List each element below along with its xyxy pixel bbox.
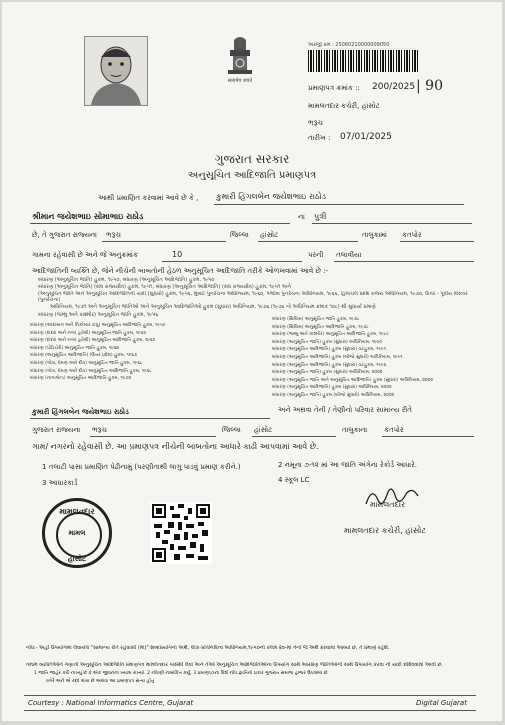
order-right-item: બંધારણ (અનુસૂચિત આદિજાતિ) હુકમ (સુધારા) અધિનિયમ, ૨૦૦૨ (272, 385, 392, 391)
district-2: ભરૂચ (92, 426, 107, 434)
order-right-item: બંધારણ (અનુસૂચિત જાતિ અને અનુસૂચિત આદિજાતિ) હુકમ (સુધારા) અધિનિયમ, ૨૦૦૨ (272, 377, 433, 383)
person-name-2: કુમારી હિંગલબેન જયેશભાઇ રાઠોડ (32, 408, 129, 416)
date-label: તારીખ : (308, 134, 331, 142)
footer-divider-bottom (24, 710, 476, 711)
order-right-item: બંધારણ (અનુસૂચિત આદિજાતિ) હુકમ (સુધારા) વટહુકમ, ૧૯૯૬ (272, 362, 387, 368)
seal-top-text: મામલતદાર (59, 507, 95, 516)
signing-office: મામલતદાર કચેરી, હાંસોટ (344, 526, 427, 535)
village-1: કતપોર (402, 231, 422, 239)
order-left-item: બંધારણ (નાગાલેન્ડ) અનુસૂચિત આદિજાતિ હુકમ, ૧૯૭૦ (30, 376, 132, 382)
order-right-item: બંધારણ (અનુસૂચિત જાતિ) હુકમ (સુધારા) અધિનિયમ, ૨૦૦૨ (272, 370, 383, 376)
order-left-item: બંધારણ (પોંડિચેરી) અનુસૂચિત જાતિ હુકમ, ૧૯૬૪ (30, 345, 120, 351)
list-number-underline (162, 261, 302, 262)
signature-handwritten: મામલતદાર (370, 500, 406, 509)
order-left-item: બંધારણ (આંદામાન અને નિકોબાર ટાપુ) અનુસૂચિત આદિજાતિ હુકમ, ૧૯૫૯ (30, 323, 166, 328)
qr-code-icon (150, 502, 212, 564)
seal-mid-text: મામલ (68, 529, 86, 537)
office-seal-stamp (42, 498, 112, 568)
order-right-item: બંધારણ (જમ્મુ અને કાશ્મીર) અનુસૂચિત આદિજાતિ હુકમ, ૧૯૮૯ (272, 332, 390, 338)
orders-list-left (30, 322, 246, 383)
doc-item-1: 1 તલાટી પાસા પ્રમાણિત પેઢીનામું (પરણીતાથી લાગુ પાડવું પ્રમાણ કરીને.) (42, 463, 241, 471)
relation-underline (312, 223, 472, 224)
district-1-underline (102, 241, 226, 242)
state-2: ગુજરાત રાજ્યના (32, 426, 81, 434)
order-right-item: બંધારણ (અનુસૂચિત જાતિ) હુકમ (સુધારા) અધિનિયમ, ૧૯૯૦ (272, 339, 382, 345)
courtesy-text: Courtesy : National Informatics Centre, Gujarat (28, 699, 194, 707)
taluka-2: હાંસોટ (254, 426, 273, 434)
tribe-name: તલાવીયા (336, 251, 362, 259)
order-note-3: (અનુસૂચિત જાતિ અને અનુસૂચિત આદિજાતિની યાદી (સુધારો) હુકમ, ૧૯૫૬, મુંબઈ પુનર્રચના અધિનિયમ, ૧૯૬૦, પંજાબ પુનર્રચના અધિનિયમ, ૧૯૬૬, હિમાચલ પ્રદેશ રાજ્ય અધિનિયમ, ૧૯૭૦, ઉત્તર - પૂર્વીય વિસ્તાર (પુનર્રચના) (38, 291, 468, 303)
order-left-item: બંધારણ (ગોવા, દમણ અને દીવ) અનુસૂચિત જાતિ હુકમ, ૧૯૬૮ (30, 360, 143, 366)
footer-divider (24, 695, 476, 696)
orders-list-right (272, 316, 482, 400)
father-name: શ્રીમાન જયેશભાઇ સોમાભાઇ રાઠોડ (32, 212, 144, 221)
certificate-sheet (2, 2, 502, 721)
order-right-item: બંધારણ (સિક્કિમ) અનુસૂચિત આદિજાતિ હુકમ, ૧૯૭૮ (272, 324, 369, 330)
taluka-1-underline (258, 241, 358, 242)
cert-no-handwritten: | 90 (416, 78, 443, 94)
barcode-icon (308, 50, 418, 72)
order-right-item: બંધારણ (અનુસૂચિત આદિજાતિ) હુકમ (સુધારા) વટહુકમ, ૧૯૯૧ (272, 347, 387, 353)
recognition-line: આદિજાતિની વ્યક્તિ છે, જેને નીચેની બાબતોની હેઠળ અનુસૂચિત આદિજાતિ તરીકે ઓળખવામાં આવે છે :- (32, 267, 329, 275)
taluka-label: તાલુકામાં (362, 231, 387, 239)
basis-line: ગામ/ નગરનો રહેવાસી છે. આ પ્રમાણપત્ર નીચેની બાબતોના આધારે કાઢી આપવામાં આવે છે. (32, 442, 319, 451)
district-2-underline (90, 436, 216, 437)
issuing-district: ભરૂચ (308, 119, 323, 127)
footer-note-4: વગેરે અને એ રદ્દ થાય છે અથવા આ પ્રમાણપત્ર સત્ય હોતું (46, 679, 155, 684)
order-note-1: બંધારણ (અનુસૂચિત જાતિ) હુકમ, ૧૯૫૦, બંધારણ (અનુસૂચિત આદિજાતિ) હુકમ, ૧૯૫૦ (38, 277, 215, 283)
person-name: કુમારી હિંગલબેન જયેશભાઇ રાઠોડ (216, 192, 327, 201)
district-1: ભરૂચ (106, 231, 121, 239)
taluka-2-underline (252, 436, 336, 437)
relation-label: ના (298, 213, 305, 221)
list-number: 10 (172, 250, 183, 259)
tribe-underline (334, 261, 474, 262)
cert-no-value: 200/2025 (372, 82, 416, 92)
order-right-item: બંધારણ (અનુસૂચિત જાતિ) હુકમ (બીજો સુધારો) અધિનિયમ, ૨૦૦૨ (272, 392, 395, 398)
order-left-item: બંધારણ (દાદરા અને નગર હવેલી) અનુસૂચિત આદિજાતિ હુકમ, ૧૯૬૨ (30, 338, 156, 344)
footer-note-1: નોંધ:- અહીં ઉપયોગમાં લેવાયેલ "સામાન્ય રીતે રહેવાસી (માં)" શબ્દપ્રયોગનો અર્થ, લોક-પ્રતિનિધિત્વ અધિનિયમ,૧૯૫૦ની કલમ ૨૦-માં તેનો જે અર્થ કરવામાં આવ્યો છે, તે પ્રમાણે રહેશે. (26, 645, 390, 651)
order-left-item: બંધારણ (અનુસૂચિત આદિજાતિ) (ઉત્તર પ્રદેશ) હુકમ, ૧૯૬૭ (30, 353, 138, 359)
order-left-item: બંધારણ (દાદરા અને નગર હવેલી) અનુસૂચિત જાતિ હુકમ, ૧૯૬૨ (30, 330, 146, 336)
taluka-1: હાંસોટ (260, 231, 279, 239)
doc-item-2: 2 નમૂના ૭-૧૨ માં આ જાતિ અંગેના રેકોર્ડ આધારે. (278, 461, 417, 469)
order-left-item: બંધારણ (ગોવા, દમણ અને દીવ) અનુસૂચિત આદિજાતિ હુકમ, ૧૯૬૮ (30, 368, 152, 374)
application-number: અરજી ક્રમ : 25060210000009050 (308, 42, 390, 48)
certify-intro: આથી પ્રમાણિત કરવામાં આવે છે કે , (98, 194, 199, 202)
district-label-2: જિલ્લા (222, 426, 241, 434)
applicant-photo (84, 36, 148, 106)
state-line: છે, તે ગુજરાત રાજ્યના (32, 231, 97, 239)
date-value: 07/01/2025 (340, 132, 392, 142)
certificate-title: અનુસૂચિત આદિજાતિ પ્રમાણપત્ર (187, 170, 317, 181)
seal-bottom-text: હાંસોટ (67, 555, 87, 563)
district-label: જિલ્લા (230, 231, 249, 239)
village-2: કતપોર (384, 426, 404, 434)
person-name-2-underline (30, 418, 270, 419)
issuing-office: મામલતદાર કચેરી, હાંસોટ (308, 102, 380, 110)
order-note-5: બંધારણ (જમ્મુ અને કાશ્મીર) અનુસૂચિત જાતિ હુકમ, ૧૯૫૬ (38, 312, 159, 318)
father-underline (30, 223, 290, 224)
emblem-caption: सत्यमेव जयते (227, 78, 253, 84)
order-right-item: બંધારણ (અનુસૂચિત આદિજાતિ) હુકમ (બીજો સુધારો) અધિનિયમ, ૧૯૯૧ (272, 354, 403, 360)
footer-note-2: તમામ વ્યક્તિઓને ગણાતી અનુસૂચિત આદિજાતિ પ્રમાણપત્ર મામલતદાર પાસેથી લેવાં અને તેઓ અનુસૂચિત આદિજાતિઓના ઉપયોગ સાથે આરક્ષણ જાતિઓની સાથે ઉપાયોગ કરવા ની યાદી દર્શાવવામાં આવી છે. (26, 662, 443, 668)
digital-gujarat-text: Digital Gujarat (416, 699, 467, 707)
national-emblem-icon (220, 34, 260, 86)
order-right-item: બંધારણ (સિક્કિમ) અનુસૂચિત જાતિ હુકમ, ૧૯૭૮ (272, 317, 360, 322)
cert-no-label: પ્રમાણપત્ર ક્રમાંક :: (308, 84, 360, 92)
list-line-a: ગામના રહેવાસી છે અને જે અનુક્રમાંક (32, 251, 138, 259)
taluka-label-2: તાલુકાના (342, 426, 368, 434)
doc-item-4: 4 સ્કૂલ LC (278, 476, 310, 484)
family-line: અને અથવા તેની / તેણીનો પરિવાર સામાન્ય રીતે (278, 406, 412, 414)
order-note-2: બંધારણ (અનુસૂચિત જાતિ) (સંઘ રાજ્યક્ષેત્ર) હુકમ, ૧૯૫૧, બંધારણ (અનુસૂચિત આદિજાતિ) (સંઘ રાજ્યક્ષેત્ર) હુકમ, ૧૯૫૧ અને (38, 284, 291, 290)
doc-item-3: 3 આધારકાર્ડ (42, 479, 78, 487)
relation-value: પુત્રી (314, 212, 327, 221)
list-line-b: પરની (308, 251, 324, 259)
village-2-underline (382, 436, 474, 437)
footer-note-3: 1 જાતિ જાહેર કરી નાખ્યું છે કે એક જીવનના ખ્યાલ રાખ્યો. 2 નોંધણી નામાંકિત કર્યું. 3 પ્રમાણપત્રના વિશે નોંધ જ્ઞાતિનો પ્રકાર ગુજરાત સમાજ હાજર ઉપલબ્ધ છે. (34, 671, 329, 676)
village-1-underline (400, 241, 474, 242)
order-note-4: અધિનિયમ, ૧૯૭૧ અને અનુસૂચિત જાતિઓ અને અનુસૂચિત આદિજાતિઓ હુકમ (સુધારા) અધિનિયમ, ૧૯૭૬ (૧૯૭૬ નો અધિનિયમ ક્રમાંક ૧૦૮) થી સુધાર્યા પ્રમાણે (50, 304, 376, 310)
govt-title: ગુજરાત સરકાર (214, 152, 290, 166)
name-underline (214, 204, 464, 205)
